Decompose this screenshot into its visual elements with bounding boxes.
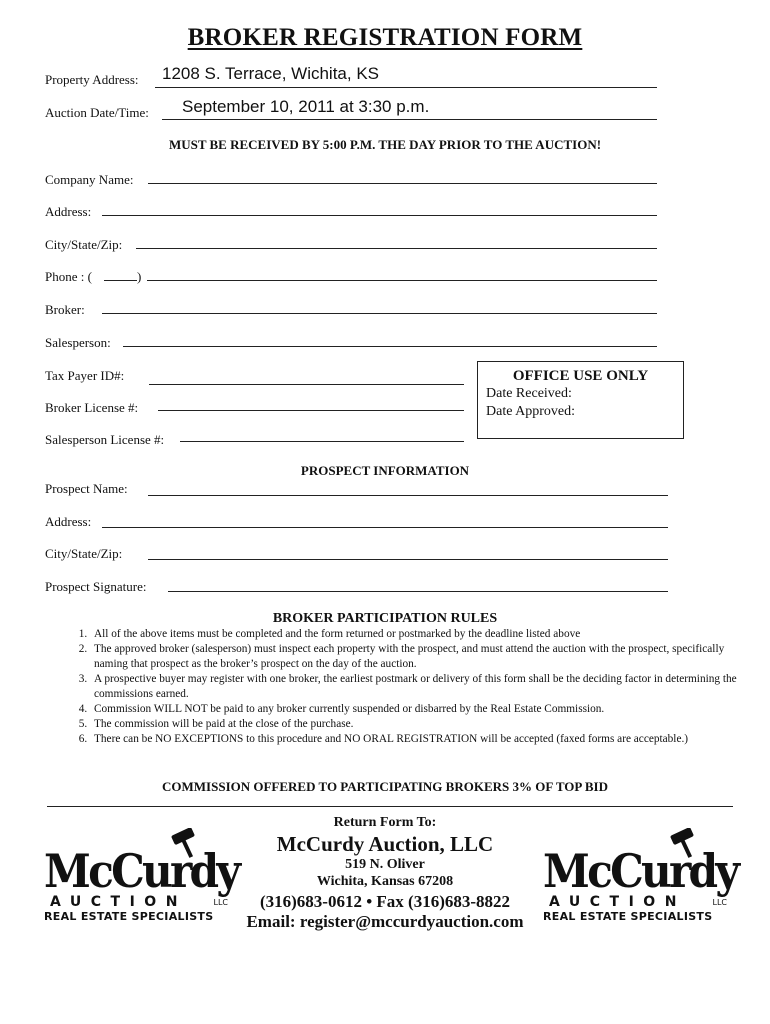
broker-city-label: City/State/Zip: (45, 237, 123, 252)
tax-id-label: Tax Payer ID#: (45, 368, 125, 383)
tax-id-field[interactable] (149, 384, 464, 385)
divider (47, 806, 733, 807)
salesperson-license-label: Salesperson License #: (45, 432, 165, 447)
property-address-value: 1208 S. Terrace, Wichita, KS (162, 64, 380, 83)
company-name-field[interactable] (148, 183, 657, 184)
phone-area-code-field[interactable] (104, 280, 137, 281)
date-approved-label: Date Approved: (486, 404, 576, 419)
rule-item: 1. All of the above items must be completed and the form returned or postmarked by the deadline listed above (90, 627, 740, 642)
commission-notice: COMMISSION OFFERED TO PARTICIPATING BROKERS 3% OF TOP BID (162, 779, 608, 794)
logo-llc: LLC (712, 898, 727, 907)
form-title: BROKER REGISTRATION FORM (187, 24, 583, 51)
logo-name: McCurdy (543, 844, 738, 898)
broker-license-field[interactable] (158, 410, 464, 411)
rule-item: 3. A prospective buyer may register with one broker, the earliest postmark or delivery of this form shall be the deciding factor in determining the commissions earned. (90, 672, 740, 702)
return-label: Return Form To: (333, 815, 437, 830)
rule-item: 4. Commission WILL NOT be paid to any broker currently suspended or disbarred by the Real Estate Commission. (90, 702, 740, 717)
deadline-notice: MUST BE RECEIVED BY 5:00 P.M. THE DAY PRIOR TO THE AUCTION! (168, 137, 602, 152)
rule-item: 2. The approved broker (salesperson) must inspect each property with the prospect, and must attend the auction with the prospect, specifically naming that prospect as the broker’s prospect on the day of the auction. (90, 642, 740, 672)
phone-close: ) (137, 269, 142, 284)
logo-auction: AUCTION (549, 894, 686, 910)
property-address-label: Property Address: (45, 72, 139, 87)
broker-address-label: Address: (45, 204, 92, 219)
auction-date-value: September 10, 2011 at 3:30 p.m. (182, 97, 430, 116)
phone-number-field[interactable] (147, 280, 657, 281)
footer-email[interactable]: Email: register@mccurdyauction.com (246, 912, 524, 931)
salesperson-field[interactable] (123, 346, 657, 347)
prospect-city-field[interactable] (148, 559, 668, 560)
prospect-signature-label: Prospect Signature: (45, 579, 147, 594)
company-name-label: Company Name: (45, 172, 134, 187)
prospect-name-label: Prospect Name: (45, 481, 128, 496)
broker-label: Broker: (45, 302, 85, 317)
property-address-line[interactable] (155, 87, 657, 88)
prospect-address-label: Address: (45, 514, 92, 529)
logo-llc: LLC (213, 898, 228, 907)
salesperson-license-field[interactable] (180, 441, 464, 442)
mccurdy-logo-right (543, 834, 738, 924)
rules-heading: BROKER PARTICIPATION RULES (272, 611, 498, 626)
rule-item: 6. There can be NO EXCEPTIONS to this procedure and NO ORAL REGISTRATION will be accepted (faxed forms are acceptable.) (90, 732, 740, 747)
broker-city-field[interactable] (136, 248, 657, 249)
logo-tagline: REAL ESTATE SPECIALISTS (543, 910, 713, 923)
footer-street: 519 N. Oliver (345, 857, 425, 872)
mccurdy-logo-left (44, 834, 239, 924)
broker-field[interactable] (102, 313, 657, 314)
prospect-name-field[interactable] (148, 495, 668, 496)
prospect-signature-field[interactable] (168, 591, 668, 592)
prospect-city-label: City/State/Zip: (45, 546, 123, 561)
footer-city: Wichita, Kansas 67208 (316, 874, 454, 889)
auction-date-label: Auction Date/Time: (45, 105, 149, 120)
prospect-heading: PROSPECT INFORMATION (300, 463, 470, 478)
prospect-address-field[interactable] (102, 527, 668, 528)
salesperson-label: Salesperson: (45, 335, 111, 350)
footer-phone-fax: (316)683-0612 • Fax (316)683-8822 (259, 892, 511, 911)
broker-address-field[interactable] (102, 215, 657, 216)
rules-list (48, 627, 740, 747)
auction-date-line[interactable] (162, 119, 657, 120)
footer-company: McCurdy Auction, LLC (276, 832, 494, 856)
rule-item: 5. The commission will be paid at the close of the purchase. (90, 717, 740, 732)
logo-auction: AUCTION (50, 894, 187, 910)
date-received-label: Date Received: (486, 386, 572, 401)
logo-name: McCurdy (44, 844, 239, 898)
phone-prefix: Phone : ( (45, 269, 92, 284)
office-use-heading: OFFICE USE ONLY (512, 368, 649, 384)
broker-license-label: Broker License #: (45, 400, 139, 415)
logo-tagline: REAL ESTATE SPECIALISTS (44, 910, 214, 923)
office-use-box (477, 361, 684, 439)
